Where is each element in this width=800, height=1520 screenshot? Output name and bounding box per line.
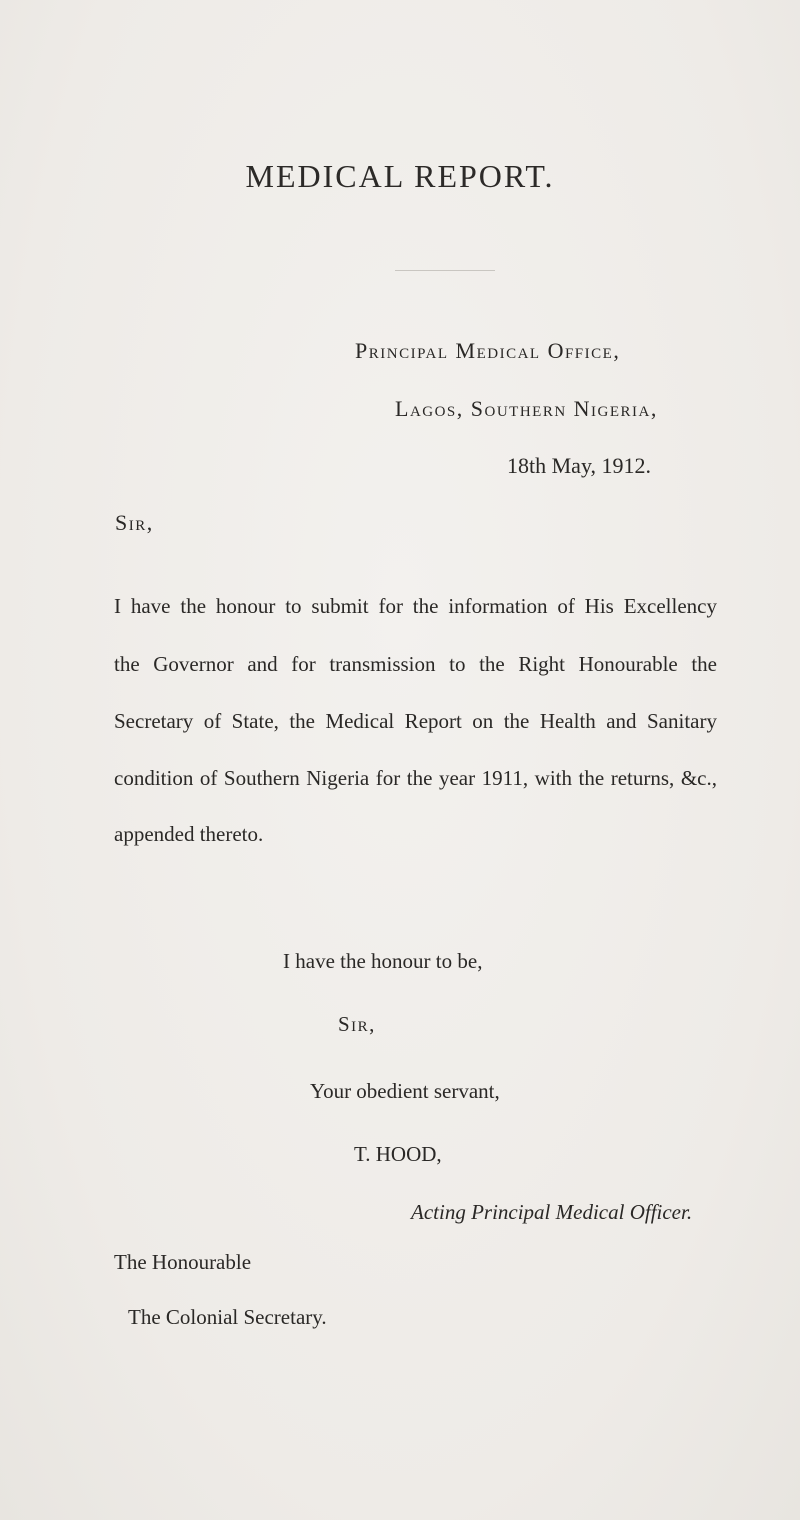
salutation: Sir, (115, 510, 154, 535)
closing-servant: Your obedient servant, (310, 1079, 500, 1103)
title-divider (395, 270, 495, 271)
body-line-1: I have the honour to submit for the information of His Excellency (114, 594, 717, 618)
body-line-3: Secretary of State, the Medical Report on the Health and Sanitary (114, 709, 717, 733)
address-date: 18th May, 1912. (507, 453, 652, 478)
recipient-line-2: The Colonial Secretary. (128, 1305, 327, 1329)
body-line-2: the Governor and for transmission to the Right Honourable the (114, 652, 717, 676)
address-line-location: Lagos, Southern Nigeria, (395, 396, 658, 421)
address-line-office: Principal Medical Office, (355, 338, 621, 363)
signature-name: T. HOOD, (354, 1142, 442, 1166)
body-line-5: appended thereto. (114, 822, 264, 846)
body-line-4: condition of Southern Nigeria for the year 1911, with the returns, &c., (114, 766, 717, 790)
signature-title: Acting Principal Medical Officer. (411, 1200, 693, 1224)
closing-line: I have the honour to be, (283, 949, 483, 973)
document-title: MEDICAL REPORT. (245, 158, 555, 194)
closing-salutation: Sir, (338, 1012, 376, 1036)
recipient-line-1: The Honourable (114, 1250, 252, 1274)
